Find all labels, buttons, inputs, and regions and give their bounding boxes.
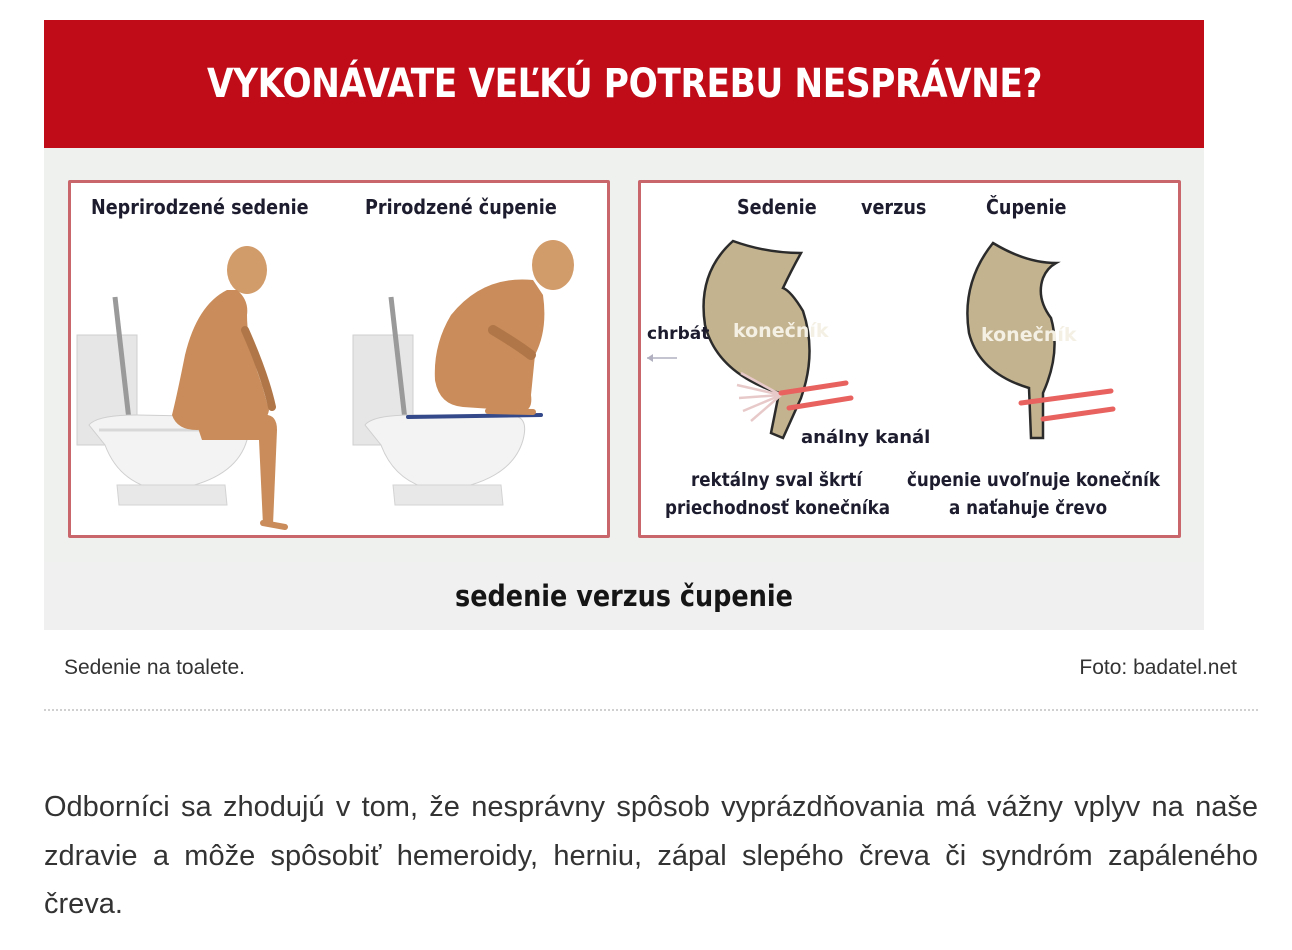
photo-credit: Foto: badatel.net: [1079, 656, 1237, 679]
label-natural-squatting: Prirodzené čupenie: [365, 195, 557, 219]
note-sitting-line1: rektálny sval škrtí: [691, 469, 863, 491]
infographic: [44, 148, 1204, 562]
figure-subtitle: sedenie verzus čupenie: [455, 579, 793, 613]
note-squatting-line2: a naťahuje črevo: [949, 497, 1108, 519]
label-anal-canal: análny kanál: [801, 427, 931, 448]
posture-comparison-panel: [68, 180, 610, 538]
label-rectum-squatting: konečník: [981, 324, 1077, 346]
sitting-person-illustration: [77, 235, 337, 535]
figure-subtitle-strip: [44, 562, 1204, 630]
label-back: chrbát: [647, 324, 710, 344]
label-rectum-sitting: konečník: [733, 320, 829, 342]
squatting-person-illustration: [353, 235, 613, 535]
note-sitting-line2: priechodnosť konečníka: [665, 497, 891, 519]
image-caption: Sedenie na toalete.: [64, 656, 245, 679]
note-squatting-line1: čupenie uvoľnuje konečník: [907, 469, 1160, 491]
banner-title: VYKONÁVATE VEĽKÚ POTREBU NESPRÁVNE?: [206, 61, 1042, 107]
heading-versus: verzus: [861, 195, 927, 219]
article-figure-image: [44, 20, 1204, 630]
heading-sitting: Sedenie: [737, 195, 817, 219]
heading-squatting: Čupenie: [986, 195, 1067, 219]
article-paragraph: Odborníci sa zhodujú v tom, že nesprávny spôsob vyprázdňovania má vážny vplyv na naše zdravie a môže spôsobiť hemeroidy, herniu, zápal slepého čreva či syndróm zapáleného čreva.: [44, 791, 1258, 920]
rectum-diagram-panel: [638, 180, 1181, 538]
squatting-rectum-diagram: [951, 233, 1171, 453]
label-unnatural-sitting: Neprirodzené sedenie: [91, 195, 309, 219]
sitting-rectum-diagram: [641, 233, 931, 453]
figure-banner: [44, 20, 1204, 148]
caption-divider: [44, 709, 1258, 711]
